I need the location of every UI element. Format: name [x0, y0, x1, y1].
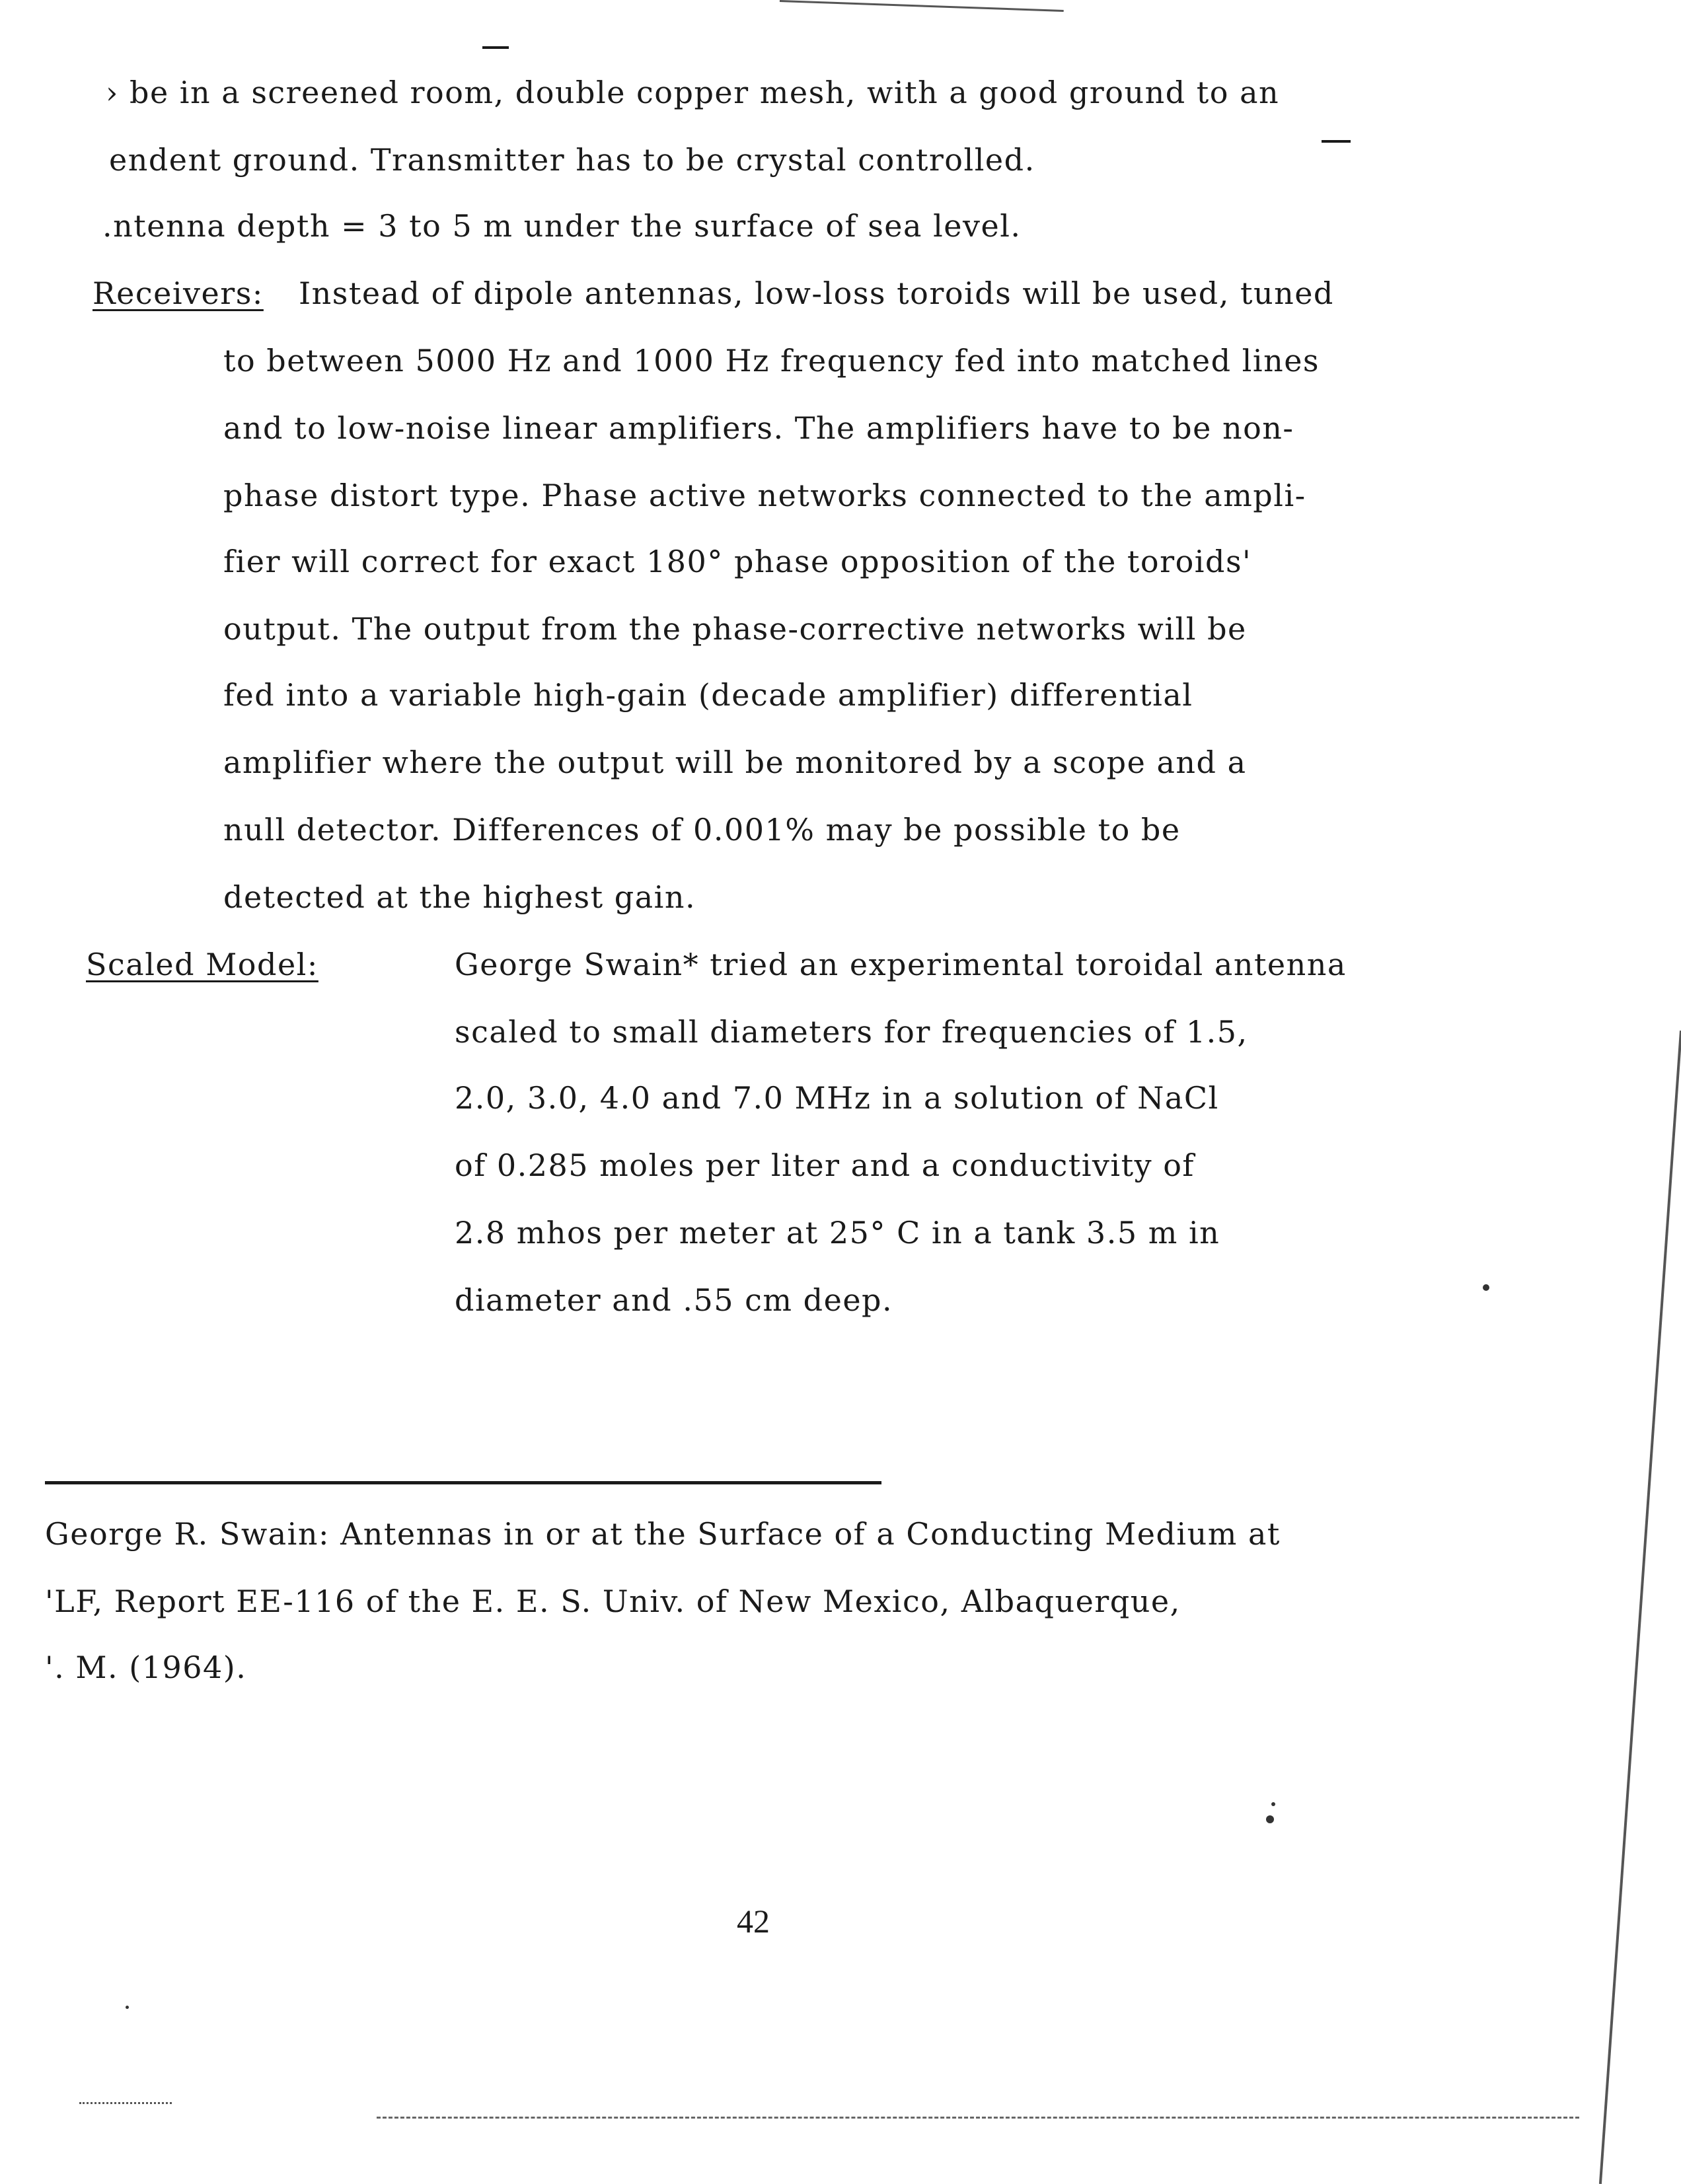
scan-artifact-top-line	[780, 0, 1064, 12]
scaled-model-line-3: 2.0, 3.0, 4.0 and 7.0 MHz in a solution of NaCl	[455, 1080, 1219, 1116]
body-line-3: .ntenna depth = 3 to 5 m under the surface of sea level.	[102, 208, 1022, 244]
scan-speck	[126, 2006, 129, 2009]
receivers-line-6: output. The output from the phase-corrective networks will be	[223, 611, 1247, 647]
receivers-line-1: Instead of dipole antennas, low-loss toroids will be used, tuned	[299, 275, 1334, 311]
footnote-line-2: 'LF, Report EE-116 of the E. E. S. Univ. of New Mexico, Albaquerque,	[45, 1583, 1181, 1619]
receivers-line-10: detected at the highest gain.	[223, 879, 696, 915]
receivers-line-2: to between 5000 Hz and 1000 Hz frequency fed into matched lines	[223, 343, 1320, 379]
receivers-line-8: amplifier where the output will be monitored by a scope and a	[223, 745, 1247, 780]
receivers-line-3: and to low-noise linear amplifiers. The amplifiers have to be non-	[223, 410, 1294, 446]
scaled-model-line-2: scaled to small diameters for frequencies of 1.5,	[455, 1014, 1248, 1050]
footnote-line-3: '. M. (1964).	[45, 1650, 247, 1685]
scaled-model-line-6: diameter and .55 cm deep.	[455, 1282, 893, 1318]
scaled-model-line-4: of 0.285 moles per liter and a conductivity of	[455, 1147, 1195, 1183]
scan-artifact-bottom-left-dots	[79, 2102, 172, 2104]
footnote-rule	[45, 1481, 881, 1484]
receivers-line-7: fed into a variable high-gain (decade amplifier) differential	[223, 677, 1193, 713]
scaled-model-line-5: 2.8 mhos per meter at 25° C in a tank 3.5 m in	[455, 1215, 1220, 1251]
scaled-model-line-1: George Swain* tried an experimental toroidal antenna	[455, 947, 1347, 982]
scan-speck	[1266, 1815, 1274, 1823]
body-line-1: › be in a screened room, double copper mesh, with a good ground to an	[106, 75, 1280, 110]
scan-artifact-right-dash	[1322, 140, 1351, 143]
scan-artifact-page-edge	[1599, 1031, 1681, 2184]
receivers-label: Receivers:	[93, 275, 264, 311]
receivers-line-9: null detector. Differences of 0.001% may be possible to be	[223, 812, 1181, 848]
scan-artifact-bottom-edge	[377, 2117, 1579, 2119]
body-line-2: endent ground. Transmitter has to be crystal controlled.	[109, 142, 1035, 178]
receivers-line-4: phase distort type. Phase active networks connected to the ampli-	[223, 478, 1306, 513]
scan-artifact-top-dash	[482, 46, 509, 49]
scaled-model-label: Scaled Model:	[86, 947, 318, 982]
footnote-line-1: George R. Swain: Antennas in or at the Surface of a Conducting Medium at	[45, 1516, 1281, 1552]
scan-speck	[1483, 1284, 1489, 1291]
page-number: 42	[737, 1903, 770, 1940]
scan-speck	[1271, 1802, 1275, 1806]
receivers-line-5: fier will correct for exact 180° phase opposition of the toroids'	[223, 544, 1252, 579]
